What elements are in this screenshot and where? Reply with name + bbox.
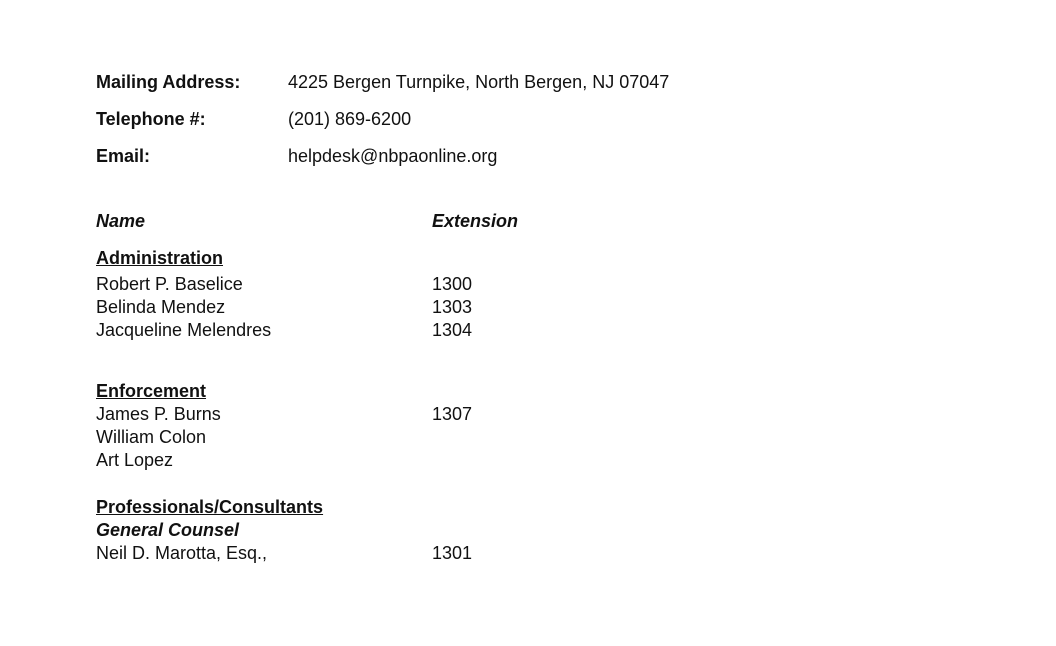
extension-column-header: Extension [432, 211, 519, 231]
staff-name: Jacqueline Melendres [96, 320, 272, 340]
staff-name: William Colon [96, 427, 207, 447]
subsection-title-general-counsel: General Counsel [96, 520, 240, 540]
staff-name: Belinda Mendez [96, 297, 226, 317]
telephone-label: Telephone #: [96, 109, 206, 129]
name-column-header: Name [96, 211, 146, 231]
section-title-enforcement: Enforcement [96, 381, 207, 401]
staff-name: Neil D. Marotta, Esq., [96, 543, 268, 563]
staff-name: James P. Burns [96, 404, 221, 424]
section-title-administration: Administration [96, 248, 224, 268]
mailing-address-value: 4225 Bergen Turnpike, North Bergen, NJ 07047 [288, 72, 670, 92]
staff-extension: 1303 [432, 297, 473, 317]
staff-extension: 1301 [432, 543, 473, 563]
staff-extension: 1300 [432, 274, 473, 294]
staff-extension: 1304 [432, 320, 473, 340]
staff-name: Robert P. Baselice [96, 274, 243, 294]
section-title-professionals: Professionals/Consultants [96, 497, 324, 517]
mailing-address-label: Mailing Address: [96, 72, 241, 92]
email-label: Email: [96, 146, 151, 166]
email-link[interactable]: helpdesk@nbpaonline.org [288, 146, 498, 166]
telephone-value: (201) 869-6200 [288, 109, 412, 129]
staff-extension: 1307 [432, 404, 473, 424]
staff-name: Art Lopez [96, 450, 174, 470]
